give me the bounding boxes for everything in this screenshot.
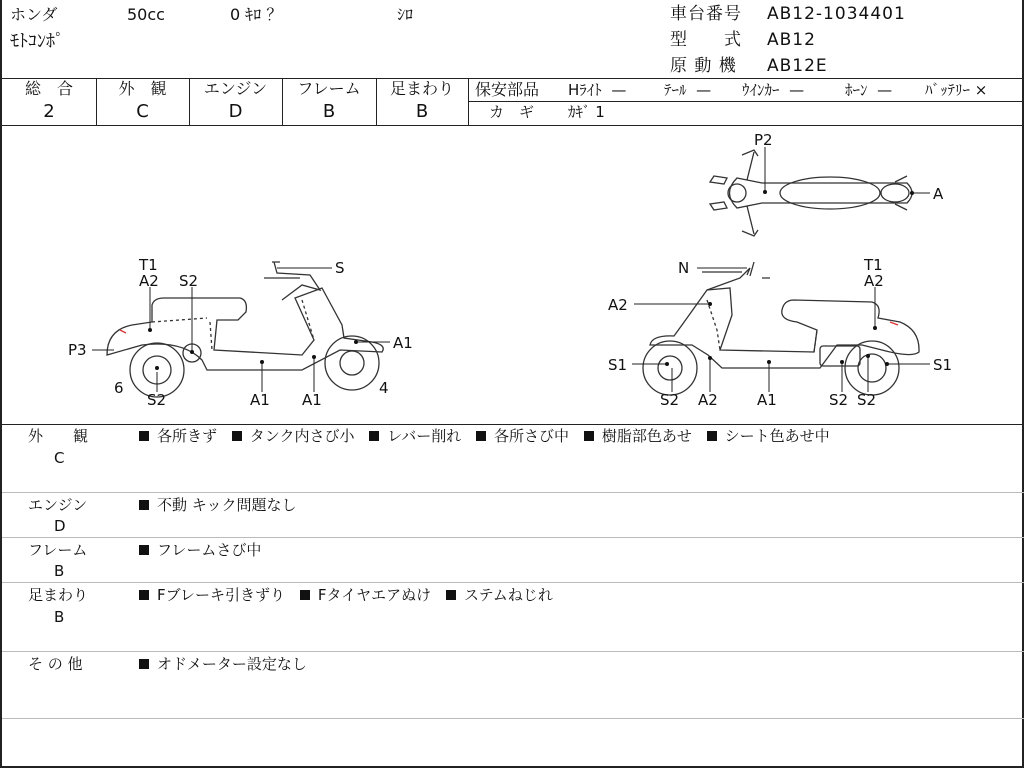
list-item-text: Fブレーキ引きずり [157, 586, 286, 604]
safety-label: 保安部品 [475, 80, 540, 99]
label-a1: A1 [757, 391, 777, 409]
bullet-square-icon [139, 659, 149, 669]
bullet-square-icon [139, 545, 149, 555]
comment-suspension-grade: B [54, 608, 65, 626]
label-s2: S2 [147, 391, 167, 409]
grade-frame-label: フレーム [297, 79, 361, 98]
damage-diagram [2, 0, 1024, 768]
list-item [446, 586, 553, 604]
comment-frame-label: フレーム [28, 541, 88, 559]
label-a2: A2 [139, 272, 159, 290]
list-item [584, 427, 692, 445]
frame-no: AB12-1034401 [767, 4, 906, 24]
label-t1: T1 [139, 256, 158, 274]
bullet-square-icon [584, 431, 594, 441]
bullet-square-icon [300, 590, 310, 600]
label-p3: P3 [68, 341, 87, 359]
comment-engine-label: エンジン [28, 496, 88, 514]
grade-frame-value: B [322, 101, 336, 122]
label-s2: S2 [660, 391, 680, 409]
comment-exterior-grade: C [54, 449, 65, 467]
bullet-square-icon [446, 590, 456, 600]
safety-battery: ﾊﾞｯﾃﾘｰ × [925, 81, 988, 99]
engine-value: AB12E [767, 56, 828, 76]
safety-winker: ｳｲﾝｶｰ — [742, 81, 805, 99]
grade-exterior-value: C [136, 101, 149, 122]
mileage: 0 ｷﾛ ？ [230, 5, 283, 24]
list-item-text: 各所きず [157, 427, 218, 445]
maker: ホンダ [10, 5, 58, 24]
list-item [139, 586, 285, 604]
grade-total-value: 2 [43, 101, 55, 122]
comment-suspension-label: 足まわり [28, 586, 89, 604]
comment-engine-items [139, 498, 306, 513]
list-item [369, 427, 461, 445]
comment-frame-items [139, 543, 271, 558]
list-item-text: Fタイヤエアぬけ [317, 586, 432, 604]
comment-exterior-label: 外 観 [28, 427, 89, 445]
safety-horn: ﾎｰﾝ — [845, 81, 893, 99]
safety-tail: ﾃｰﾙ — [664, 81, 712, 99]
label-6: 6 [114, 379, 124, 397]
bullet-square-icon [139, 590, 149, 600]
list-item-text: シート色あせ中 [724, 427, 830, 445]
grade-engine-label: エンジン [203, 79, 268, 98]
grade-total-label: 総 合 [24, 79, 73, 98]
grade-engine-value: D [228, 101, 243, 122]
list-item [476, 427, 569, 445]
label-4: 4 [379, 379, 389, 397]
label-n: N [678, 259, 690, 277]
label-s: S [335, 259, 345, 277]
list-item-text: オドメーター設定なし [157, 655, 307, 673]
grade-suspension-value: B [415, 101, 429, 122]
list-item-text: 各所さび中 [494, 427, 570, 445]
label-a2: A2 [608, 296, 628, 314]
color: ｼﾛ [397, 5, 414, 24]
label-a1: A1 [302, 391, 322, 409]
list-item [139, 496, 296, 514]
grade-suspension-label: 足まわり [389, 79, 454, 98]
label-a2: A2 [698, 391, 718, 409]
bullet-square-icon [707, 431, 717, 441]
type-label: 型 式 [670, 30, 742, 50]
label-s1: S1 [933, 356, 953, 374]
list-item [139, 427, 217, 445]
comment-other-items [139, 657, 317, 672]
comment-other-label: そ の 他 [28, 655, 83, 673]
safety-headlight: Hﾗｲﾄ — [568, 81, 627, 99]
key-label: カ ギ [489, 103, 535, 121]
label-s2: S2 [857, 391, 877, 409]
bullet-square-icon [232, 431, 242, 441]
list-item-text: 不動 キック問題なし [157, 496, 297, 514]
grade-exterior-label: 外 観 [118, 79, 167, 98]
key-value: ｶｷﾞ 1 [568, 103, 605, 121]
label-p2: P2 [754, 131, 773, 149]
bullet-square-icon [369, 431, 379, 441]
list-item [232, 427, 355, 445]
bullet-square-icon [476, 431, 486, 441]
comment-frame-grade: B [54, 562, 65, 580]
label-s2: S2 [179, 272, 199, 290]
label-s1: S1 [608, 356, 628, 374]
label-t1: T1 [864, 256, 883, 274]
comment-suspension-items [139, 588, 563, 603]
list-item-text: レバー削れ [387, 427, 462, 445]
list-item [707, 427, 830, 445]
comment-exterior-items [139, 429, 840, 444]
frame-no-label: 車台番号 [670, 4, 742, 24]
list-item-text: フレームさび中 [157, 541, 262, 559]
displacement: 50cc [127, 5, 165, 24]
bullet-square-icon [139, 431, 149, 441]
label-a1: A1 [393, 334, 413, 352]
bullet-square-icon [139, 500, 149, 510]
engine-label: 原 動 機 [670, 56, 737, 76]
list-item [139, 541, 261, 559]
label-a: A [933, 185, 944, 203]
scooter-top-view [710, 150, 912, 236]
comment-engine-grade: D [54, 517, 66, 535]
list-item-text: タンク内さび小 [249, 427, 355, 445]
list-item-text: 樹脂部色あせ [601, 427, 692, 445]
type-value: AB12 [767, 30, 816, 50]
model-name: ﾓﾄｺﾝﾎﾟ [10, 31, 64, 52]
label-s2: S2 [829, 391, 849, 409]
list-item-text: ステムねじれ [463, 586, 553, 604]
list-item [300, 586, 431, 604]
list-item [139, 655, 307, 673]
label-a2: A2 [864, 272, 884, 290]
label-a1: A1 [250, 391, 270, 409]
